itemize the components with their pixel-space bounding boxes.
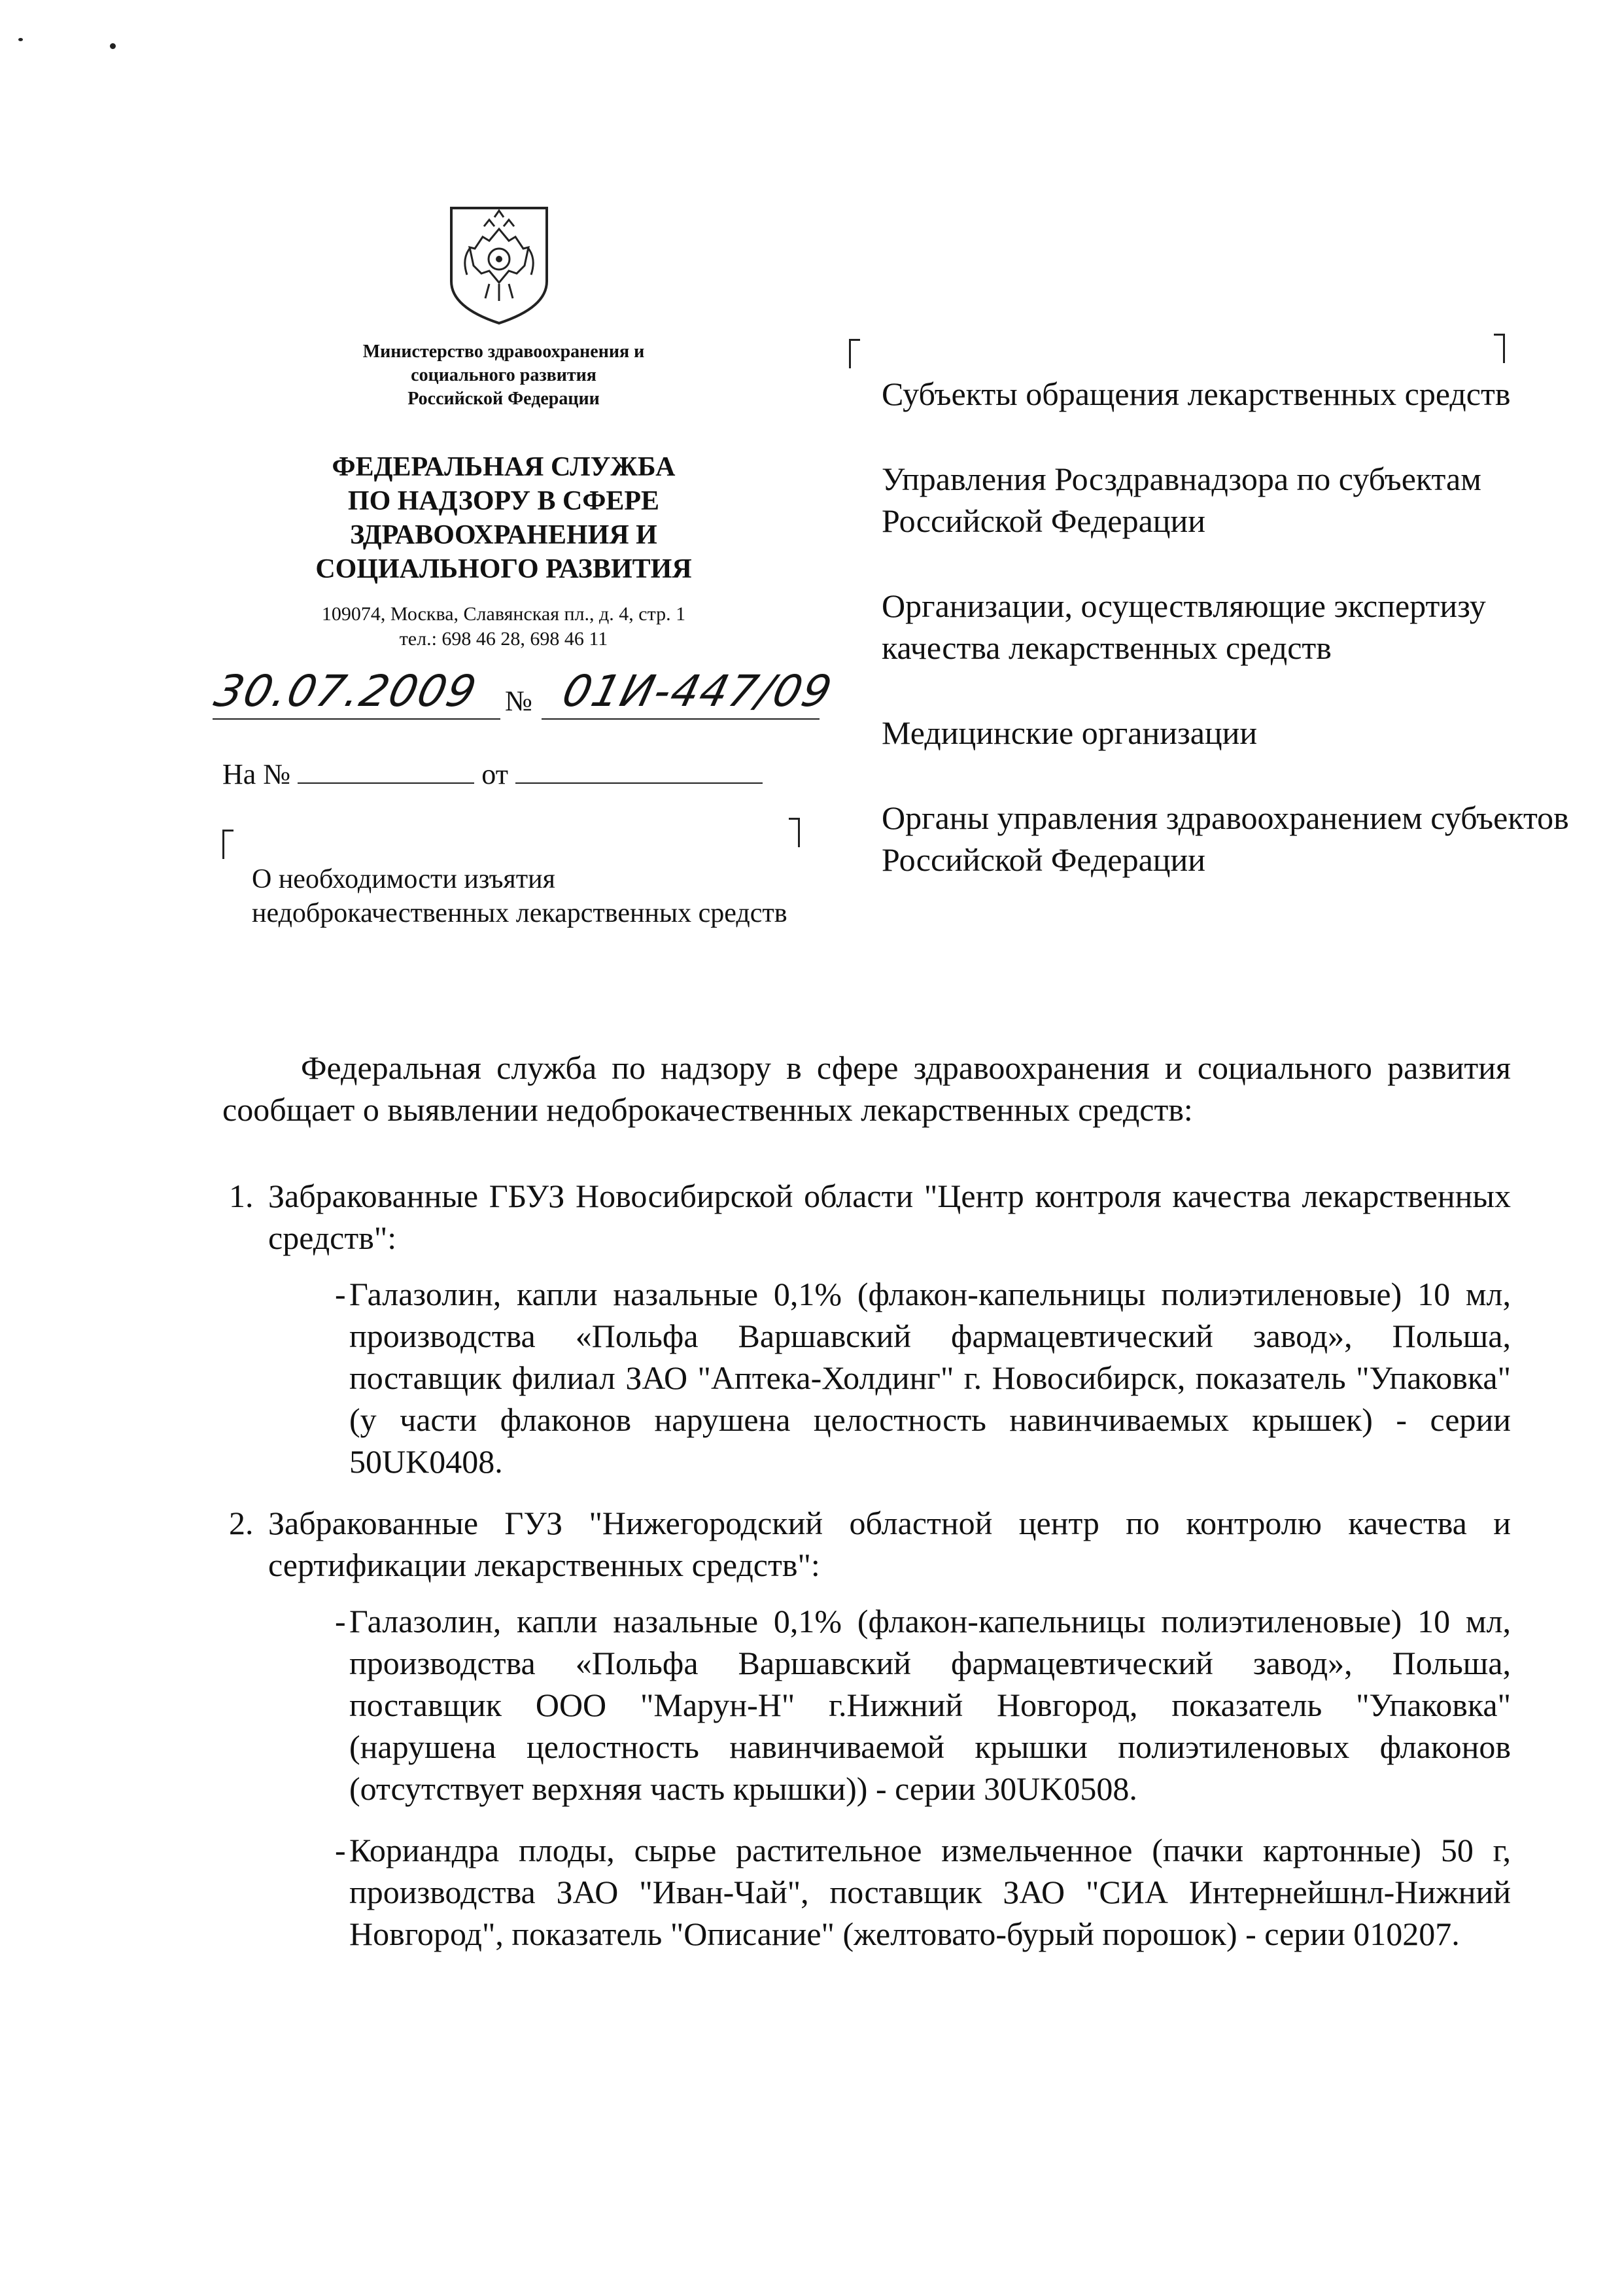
ministry-line: Российской Федерации — [407, 389, 600, 409]
scan-speck — [110, 43, 116, 49]
item-heading: Забракованные ГУЗ "Нижегородский областной центр по контролю качества и сертификации лекарственных средств": — [268, 1505, 1511, 1583]
sub-item — [268, 1273, 1511, 1482]
recipients-list — [882, 373, 1575, 924]
item-heading: Забракованные ГБУЗ Новосибирской области "Центр контроля качества лекарственных средств": — [268, 1178, 1511, 1256]
reply-date-blank — [515, 754, 763, 784]
recipient: Субъекты обращения лекарственных средств — [882, 376, 1511, 412]
service-name — [249, 450, 759, 586]
letter-subject: О необходимости изъятия недоброкачественных лекарственных средств — [252, 864, 787, 928]
dash-marker: - — [335, 1276, 346, 1312]
ministry-name — [281, 340, 726, 411]
number-underline — [542, 718, 820, 720]
phone-line: тел.: 698 46 28, 698 46 11 — [399, 628, 608, 650]
service-line: ФЕДЕРАЛЬНАЯ СЛУЖБА — [332, 452, 676, 482]
subject-bracket-left — [222, 830, 233, 859]
sub-item-text: Галазолин, капли назальные 0,1% (флакон-капельницы полиэтиленовые) 10 мл, производства «Польфа Варшавский фармацевтический завод», Польша, поставщик ООО "Марун-Н" г.Нижний Новгород, показатель "Упаковка" (нарушена целостность навинчиваемой крышки полиэтиленовых флаконов (отсутствует верхняя часть крышки)) - серии 30UK0508. — [349, 1603, 1511, 1807]
sender-address — [249, 602, 759, 652]
dash-marker: - — [335, 1603, 346, 1639]
number-sign: № — [505, 685, 532, 717]
subject-bracket-right — [789, 818, 800, 847]
date-underline — [213, 718, 500, 720]
reply-number-label: На № — [222, 758, 291, 790]
ministry-line: социального развития — [411, 365, 596, 385]
handwritten-number: 01И-447/09 — [557, 666, 838, 716]
recipient: Медицинские организации — [882, 714, 1258, 751]
service-line: ПО НАДЗОРУ В СФЕРЕ — [347, 486, 660, 516]
reply-reference — [222, 754, 763, 793]
item-number: 2. — [229, 1505, 254, 1541]
sub-item-text: Галазолин, капли назальные 0,1% (флакон-капельницы полиэтиленовые) 10 мл, производства «Польфа Варшавский фармацевтический завод», Польша, поставщик филиал ЗАО "Аптека-Холдинг" г. Новосибирск, показатель "Упаковка" (у части флаконов нарушена целостность навинчиваемых крышек) - серии 50UK0408. — [349, 1276, 1511, 1480]
recipients-bracket-left — [849, 339, 860, 368]
service-line: СОЦИАЛЬНОГО РАЗВИТИЯ — [315, 554, 692, 584]
list-item — [222, 1175, 1511, 1482]
address-line: 109074, Москва, Славянская пл., д. 4, стр. 1 — [321, 603, 686, 625]
sub-item — [268, 1829, 1511, 1955]
recipient: Организации, осуществляющие экспертизу качества лекарственных средств — [882, 587, 1486, 666]
reply-date-label: от — [481, 758, 508, 790]
service-line: ЗДРАВООХРАНЕНИЯ И — [350, 520, 657, 550]
reply-number-blank — [298, 754, 474, 784]
recipient: Органы управления здравоохранением субъектов Российской Федерации — [882, 799, 1569, 878]
letter-body — [222, 1047, 1511, 1974]
recipients-bracket-right — [1494, 334, 1505, 363]
scan-speck — [18, 38, 23, 41]
handwritten-date: 30.07.2009 — [209, 666, 483, 716]
recipient: Управления Росздравнадзора по субъектам Российской Федерации — [882, 461, 1481, 539]
ministry-line: Министерство здравоохранения и — [362, 342, 645, 362]
sub-item — [268, 1600, 1511, 1810]
intro-paragraph: Федеральная служба по надзору в сфере здравоохранения и социального развития сообщает о выявлении недоброкачественных лекарственных средств: — [222, 1049, 1511, 1128]
sub-item-text: Кориандра плоды, сырье растительное измельченное (пачки картонные) 50 г, производства ЗАО "Иван-Чай", поставщик ЗАО "СИА Интернейшнл-Нижний Новгород", показатель "Описание" (желтовато-бурый порошок) - серии 010207. — [349, 1832, 1511, 1952]
russian-coat-of-arms-icon — [443, 203, 555, 327]
dash-marker: - — [335, 1832, 346, 1868]
item-number: 1. — [229, 1178, 254, 1214]
list-item — [222, 1502, 1511, 1955]
